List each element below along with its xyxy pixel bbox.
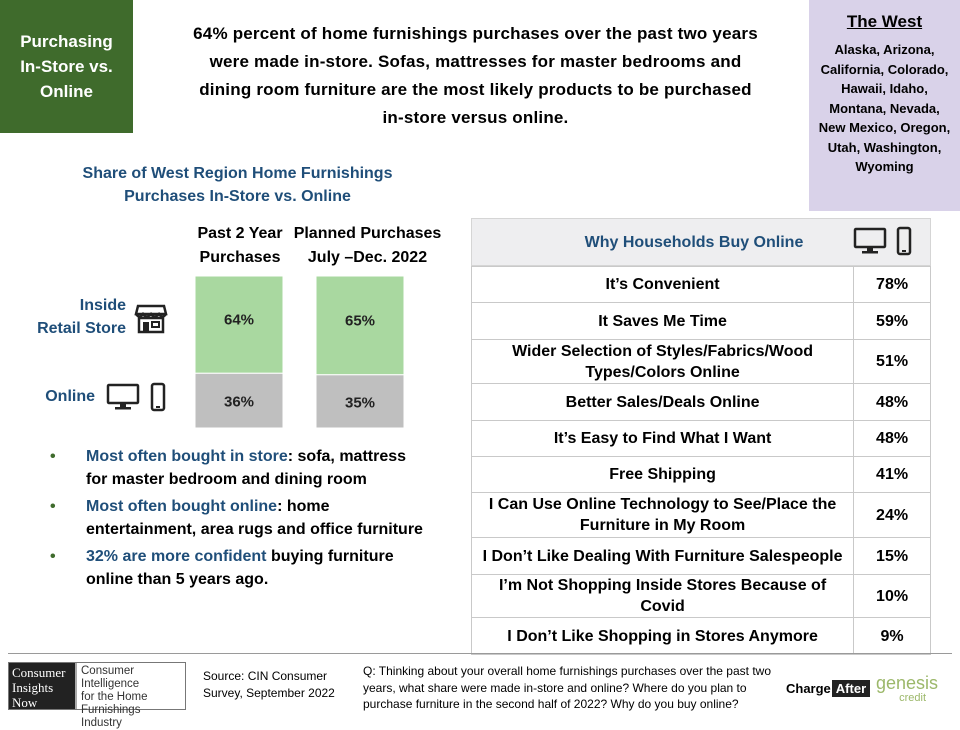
region-box — [809, 0, 960, 211]
monitor-icon — [853, 227, 887, 255]
genesis-credit-logo: genesis credit — [876, 673, 939, 704]
reason-cell: I Don’t Like Shopping in Stores Anymore — [472, 618, 854, 655]
cin-logo: Consumer Insights Now Consumer Intelligence for the Home Furnishings Industry — [8, 662, 186, 710]
source-note: Source: CIN Consumer Survey, September 2022 — [203, 669, 335, 700]
table-row — [472, 575, 931, 618]
survey-question: Q: Thinking about your overall home furnishings purchases over the past two years, what share were made in-store and online? Where do you plan to purchase furniture in the second half of 2022? Why do you buy online? — [363, 664, 771, 711]
percent-cell: 48% — [854, 384, 931, 421]
percent-cell: 41% — [854, 457, 931, 493]
table-row — [472, 384, 931, 421]
bar-value-label: 65% — [344, 312, 376, 330]
footer-divider — [8, 653, 952, 654]
reason-cell: Wider Selection of Styles/Fabrics/Wood Types/Colors Online — [472, 340, 854, 384]
chart-title: Share of West Region Home Furnishings Purchases In-Store vs. Online — [82, 165, 393, 205]
percent-cell: 9% — [854, 618, 931, 655]
stacked-bar-chart — [0, 0, 480, 440]
percent-cell: 48% — [854, 421, 931, 457]
column-header-past: Past 2 Year Purchases — [197, 225, 283, 266]
percent-cell: 59% — [854, 303, 931, 340]
bullet-confidence: • 32% are more confident buying furniture online than 5 years ago. — [48, 546, 428, 591]
reason-cell: It’s Easy to Find What I Want — [472, 421, 854, 457]
reason-cell: I’m Not Shopping Inside Stores Because of Covid — [472, 575, 854, 618]
table-row — [472, 457, 931, 493]
percent-cell: 24% — [854, 493, 931, 538]
percent-cell: 15% — [854, 538, 931, 575]
smartphone-icon — [896, 226, 912, 256]
bar-value-label: 64% — [223, 311, 255, 329]
reason-cell: It’s Convenient — [472, 267, 854, 303]
reason-cell: I Don’t Like Dealing With Furniture Salespeople — [472, 538, 854, 575]
percent-cell: 10% — [854, 575, 931, 618]
region-states: Alaska, Arizona, California, Colorado, Hawaii, Idaho, Montana, Nevada, New Mexico, Oregon, Utah, Washington, Wyoming — [818, 42, 951, 174]
table-row — [472, 538, 931, 575]
column-header-planned: Planned Purchases July –Dec. 2022 — [293, 225, 442, 266]
table-row — [472, 493, 931, 538]
bullet-in-store: • Most often bought in store: sofa, mattress for master bedroom and dining room — [48, 446, 428, 491]
table-row — [472, 421, 931, 457]
bullet-online: • Most often bought online: home entertainment, area rugs and office furniture — [48, 496, 428, 541]
table-header — [471, 218, 931, 266]
reason-cell: It Saves Me Time — [472, 303, 854, 340]
row-label-in-store: Inside Retail Store — [37, 297, 126, 337]
reason-cell: Better Sales/Deals Online — [472, 384, 854, 421]
table-title: Why Households Buy Online — [584, 234, 804, 251]
row-label-online: Online — [45, 388, 95, 405]
reason-cell: I Can Use Online Technology to See/Place the Furniture in My Room — [472, 493, 854, 538]
region-title: The West — [846, 12, 923, 31]
table-row — [472, 303, 931, 340]
bar-value-label: 35% — [344, 394, 376, 412]
table-row — [472, 618, 931, 655]
section-tag: Purchasing In-Store vs. Online — [0, 0, 133, 133]
headline: 64% percent of home furnishings purchases over the past two years were made in-store. Sofas, mattresses for master bedrooms and dining room furniture are the most likely products to be purchased in-store versus online. — [193, 24, 758, 127]
reason-cell: Free Shipping — [472, 457, 854, 493]
key-findings — [48, 446, 428, 596]
percent-cell: 78% — [854, 267, 931, 303]
percent-cell: 51% — [854, 340, 931, 384]
reasons-table — [471, 266, 931, 655]
table-row — [472, 340, 931, 384]
bar-value-label: 36% — [223, 393, 255, 411]
chargeafter-logo: Charge After — [786, 680, 870, 697]
table-row — [472, 267, 931, 303]
